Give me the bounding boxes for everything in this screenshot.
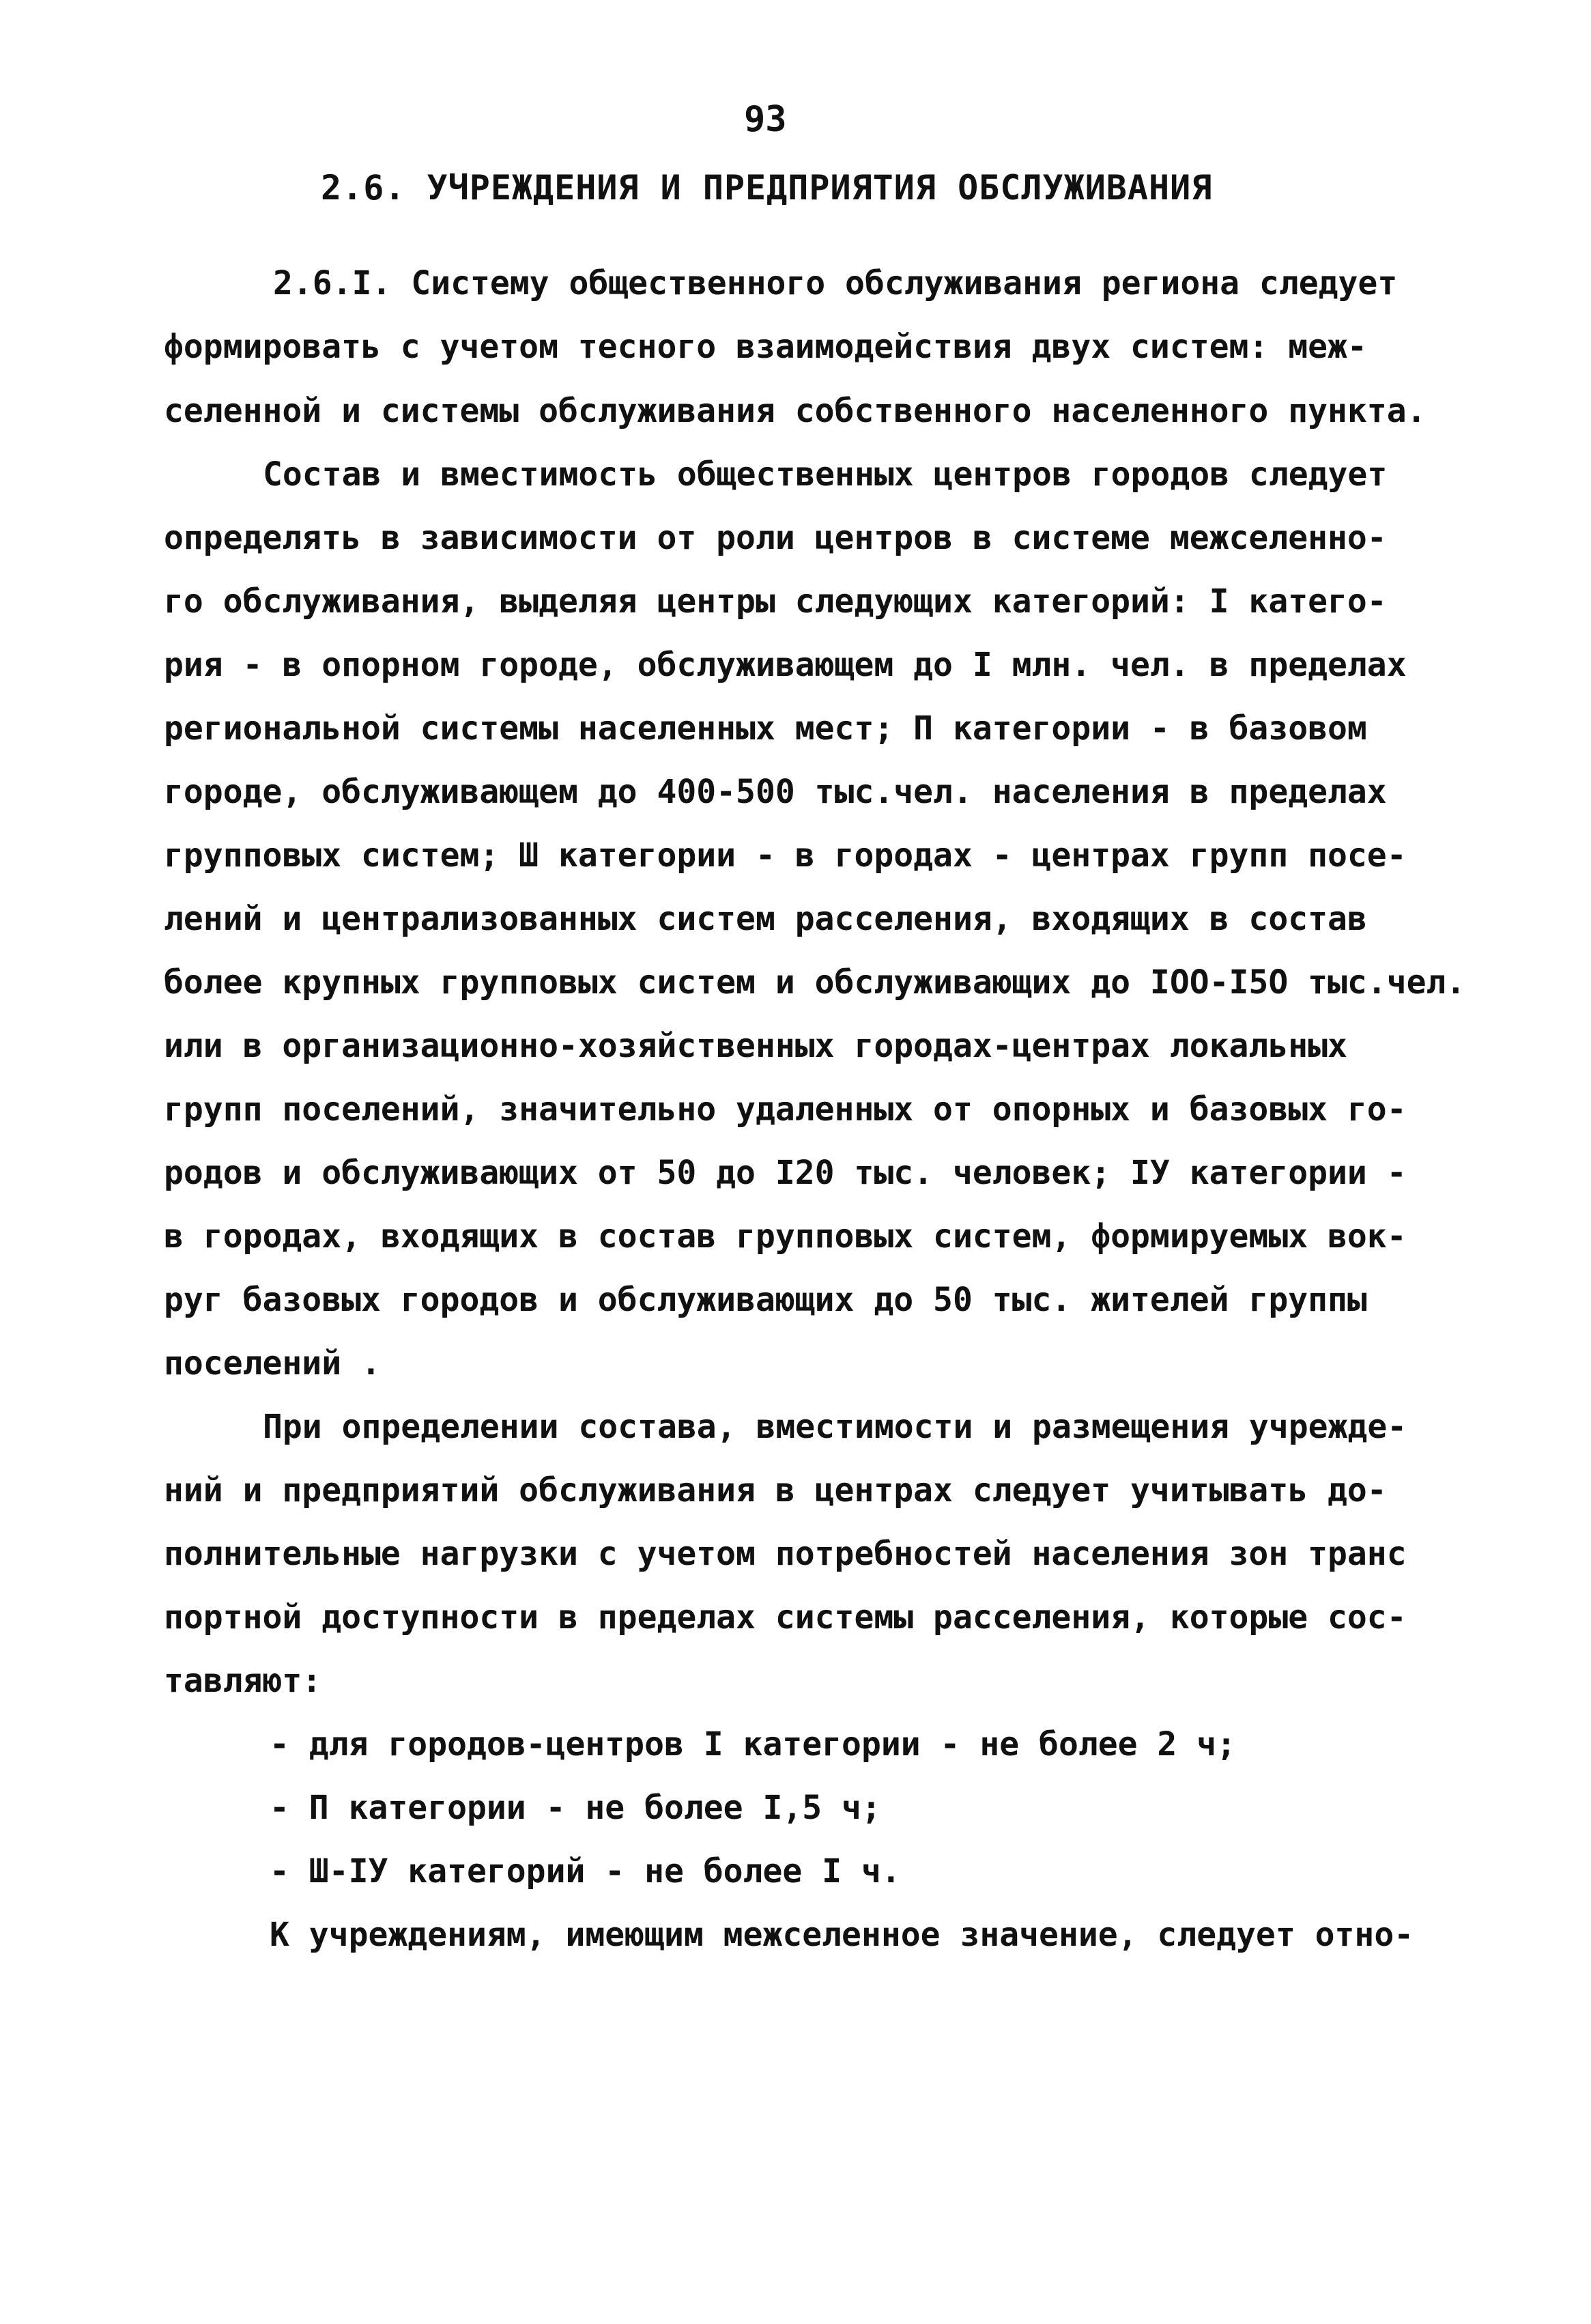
text-line: К учреждениям, имеющим межселенное значение, следует отно- (270, 1916, 1414, 1954)
text-line: городе, обслуживающем до 400-500 тыс.чел. населения в пределах (164, 773, 1387, 811)
text-line: формировать с учетом тесного взаимодействия двух систем: меж- (164, 328, 1367, 366)
text-line: региональной системы населенных мест; П категории - в базовом (164, 709, 1367, 748)
text-line: При определении состава, вместимости и размещения учрежде- (263, 1408, 1407, 1446)
text-line: определять в зависимости от роли центров в системе межселенно- (164, 519, 1387, 557)
text-line: родов и обслуживающих от 50 до I20 тыс. человек; IУ категории - (164, 1154, 1407, 1192)
text-line: групп поселений, значительно удаленных от опорных и базовых го- (164, 1090, 1407, 1129)
text-line: или в организационно-хозяйственных городах-центрах локальных (164, 1027, 1347, 1065)
text-line: селенной и системы обслуживания собственного населенного пункта. (164, 392, 1427, 430)
list-item: - для городов-центров I категории - не более 2 ч; (270, 1725, 1237, 1763)
text-line: тавляют: (164, 1662, 322, 1700)
list-item: - Ш-IУ категорий - не более I ч. (270, 1852, 901, 1890)
text-line: рия - в опорном городе, обслуживающем до I млн. чел. в пределах (164, 646, 1407, 684)
text-line: портной доступности в пределах системы расселения, которые сос- (164, 1598, 1407, 1636)
text-line: групповых систем; Ш категории - в городах - центрах групп посе- (164, 836, 1407, 875)
text-line: поселений . (164, 1344, 381, 1383)
list-item: - П категории - не более I,5 ч; (270, 1789, 881, 1827)
text-line: в городах, входящих в состав групповых систем, формируемых вок- (164, 1217, 1407, 1256)
text-line: руг базовых городов и обслуживающих до 50 тыс. жителей группы (164, 1281, 1367, 1319)
text-line: го обслуживания, выделяя центры следующих категорий: I катего- (164, 582, 1387, 621)
text-line: лений и централизованных систем расселения, входящих в состав (164, 900, 1367, 938)
text-line: Состав и вместимость общественных центров городов следует (263, 455, 1388, 494)
text-line: более крупных групповых систем и обслуживающих до IOO-I5O тыс.чел. (164, 963, 1466, 1002)
text-line: 2.6.I. Систему общественного обслуживания региона следует (273, 264, 1398, 302)
section-heading: 2.6. УЧРЕЖДЕНИЯ И ПРЕДПРИЯТИЯ ОБСЛУЖИВАНИЯ (321, 168, 1213, 208)
text-line: полнительные нагрузки с учетом потребностей населения зон транс (164, 1535, 1407, 1573)
text-line: ний и предприятий обслуживания в центрах следует учитывать до- (164, 1471, 1387, 1510)
page-number: 93 (744, 99, 787, 140)
